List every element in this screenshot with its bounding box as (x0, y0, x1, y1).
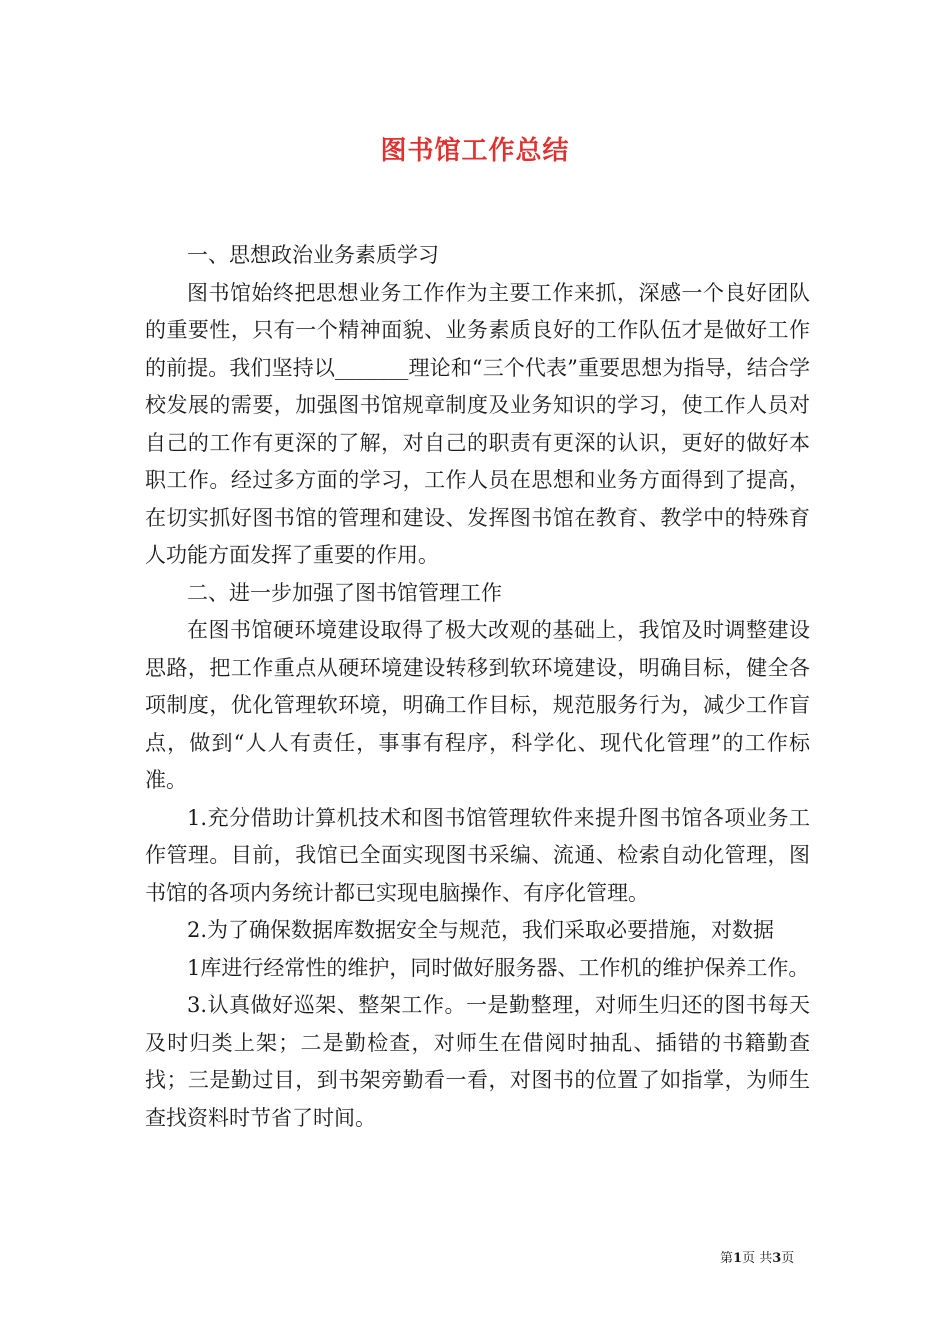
current-page-number: 1 (733, 1251, 743, 1266)
paragraph-6: 3.认真做好巡架、整架工作。一是勤整理，对师生归还的图书每天及时归类上架；二是勤检查，对师生在借阅时抽乱、插错的书籍勤查找；三是勤过目，到书架旁勤看一看，对图书的位置了如指掌，为师生查找资料时节省了时间。 (145, 993, 810, 1130)
document-title: 图书馆工作总结 (380, 136, 570, 166)
paragraph-1: 图书馆始终把思想业务工作作为主要工作来抓，深感一个良好团队的重要性，只有一个精神面貌、业务素质良好的工作队伍才是做好工作的前提。我们坚持以_______理论和“三个代表”重要思想为指导，结合学校发展的需要，加强图书馆规章制度及业务知识的学习，使工作人员对自己的工作有更深的了解，对自己的职责有更深的认识，更好的做好本职工作。经过多方面的学习，工作人员在思想和业务方面得到了提高，在切实抓好图书馆的管理和建设、发挥图书馆在教育、教学中的特殊育人功能方面发挥了重要的作用。 (145, 280, 810, 567)
page-prefix: 第 (720, 1251, 734, 1266)
paragraph-2: 在图书馆硬环境建设取得了极大改观的基础上，我馆及时调整建设思路，把工作重点从硬环境建设转移到软环境建设，明确目标，健全各项制度，优化管理软环境，明确工作目标，规范服务行为，减少工作盲点，做到“人人有责任，事事有程序，科学化、现代化管理”的工作标准。 (145, 618, 810, 792)
paragraph-4: 2.为了确保数据库数据安全与规范，我们采取必要措施，对数据 (187, 918, 775, 942)
page-suffix: 页 (781, 1251, 795, 1266)
section-heading-1: 一、思想政治业务素质学习 (187, 243, 439, 267)
paragraph-5: 1库进行经常性的维护，同时做好服务器、工作机的维护保养工作。 (187, 955, 810, 980)
paragraph-3: 1.充分借助计算机技术和图书馆管理软件来提升图书馆各项业务工作管理。目前，我馆已全面实现图书采编、流通、检索自动化管理，图书馆的各项内务统计都已实现电脑操作、有序化管理。 (145, 805, 810, 905)
total-page-number: 3 (772, 1251, 782, 1266)
page-mid: 页 共 (742, 1251, 773, 1266)
section-heading-2: 二、进一步加强了图书馆管理工作 (187, 580, 502, 605)
document-body (145, 237, 810, 1137)
page-number-footer (720, 1247, 794, 1266)
